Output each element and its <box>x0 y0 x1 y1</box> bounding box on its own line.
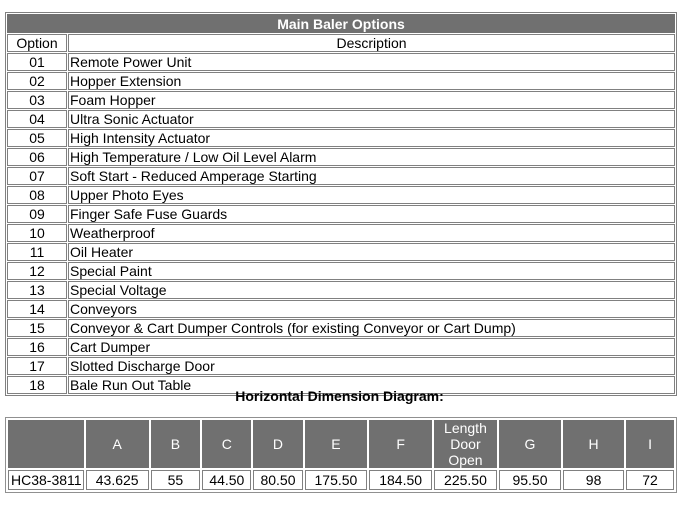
option-number: 17 <box>7 357 67 375</box>
dimension-value: 98 <box>563 470 624 490</box>
option-description: Conveyor & Cart Dumper Controls (for existing Conveyor or Cart Dump) <box>68 319 675 337</box>
option-description: Cart Dumper <box>68 338 675 356</box>
option-row <box>7 262 675 280</box>
dimension-value: 225.50 <box>434 470 497 490</box>
option-number: 08 <box>7 186 67 204</box>
option-row <box>7 91 675 109</box>
main-baler-options <box>5 12 677 396</box>
option-number: 14 <box>7 300 67 318</box>
option-number: 11 <box>7 243 67 261</box>
option-row <box>7 129 675 147</box>
dimensions-table <box>5 417 677 493</box>
option-description: Special Paint <box>68 262 675 280</box>
dimension-value: 175.50 <box>305 470 368 490</box>
dimension-value: 44.50 <box>202 470 251 490</box>
dimension-header: C <box>202 420 251 468</box>
dimension-header: H <box>563 420 624 468</box>
option-description: Special Voltage <box>68 281 675 299</box>
option-description: Conveyors <box>68 300 675 318</box>
dimension-header: Length Door Open <box>434 420 497 468</box>
option-row <box>7 357 675 375</box>
dimension-header: I <box>626 420 674 468</box>
dimension-header: F <box>369 420 432 468</box>
option-number: 13 <box>7 281 67 299</box>
option-number: 06 <box>7 148 67 166</box>
dimension-header: B <box>151 420 201 468</box>
option-number: 07 <box>7 167 67 185</box>
option-description: Bale Run Out Table <box>68 376 675 394</box>
option-description: Ultra Sonic Actuator <box>68 110 675 128</box>
option-number: 09 <box>7 205 67 223</box>
dimension-header: G <box>499 420 561 468</box>
description-column-header: Description <box>68 34 675 52</box>
option-row <box>7 300 675 318</box>
option-row <box>7 148 675 166</box>
option-number: 18 <box>7 376 67 394</box>
option-description: Remote Power Unit <box>68 53 675 71</box>
dimension-value: 80.50 <box>253 470 302 490</box>
option-number: 12 <box>7 262 67 280</box>
option-description: Upper Photo Eyes <box>68 186 675 204</box>
option-column-header: Option <box>7 34 67 52</box>
option-description: High Temperature / Low Oil Level Alarm <box>68 148 675 166</box>
dimension-header: D <box>253 420 302 468</box>
option-description: Soft Start - Reduced Amperage Starting <box>68 167 675 185</box>
option-row <box>7 53 675 71</box>
option-row <box>7 205 675 223</box>
option-row <box>7 186 675 204</box>
dimension-header: A <box>86 420 149 468</box>
option-number: 02 <box>7 72 67 90</box>
option-number: 15 <box>7 319 67 337</box>
options-table-title: Main Baler Options <box>7 14 675 33</box>
option-row <box>7 319 675 337</box>
option-description: Oil Heater <box>68 243 675 261</box>
dimension-value: 95.50 <box>499 470 561 490</box>
dimension-header <box>8 420 84 468</box>
option-description: Finger Safe Fuse Guards <box>68 205 675 223</box>
option-row <box>7 338 675 356</box>
option-number: 10 <box>7 224 67 242</box>
dimension-header: E <box>305 420 368 468</box>
dimension-value: 43.625 <box>86 470 149 490</box>
horizontal-dimensions <box>5 417 677 493</box>
option-description: Hopper Extension <box>68 72 675 90</box>
option-row <box>7 167 675 185</box>
option-description: High Intensity Actuator <box>68 129 675 147</box>
dimension-row <box>8 470 674 490</box>
option-row <box>7 224 675 242</box>
option-row <box>7 110 675 128</box>
option-row <box>7 243 675 261</box>
options-table <box>5 12 677 396</box>
dimension-diagram-title: Horizontal Dimension Diagram: <box>235 388 444 404</box>
option-description: Weatherproof <box>68 224 675 242</box>
option-number: 05 <box>7 129 67 147</box>
option-number: 03 <box>7 91 67 109</box>
model-name: HC38-3811 <box>8 470 84 490</box>
option-row <box>7 281 675 299</box>
option-description: Slotted Discharge Door <box>68 357 675 375</box>
option-row <box>7 72 675 90</box>
option-number: 01 <box>7 53 67 71</box>
dimension-value: 184.50 <box>369 470 432 490</box>
option-number: 04 <box>7 110 67 128</box>
dimension-value: 72 <box>626 470 674 490</box>
option-description: Foam Hopper <box>68 91 675 109</box>
option-number: 16 <box>7 338 67 356</box>
dimension-value: 55 <box>151 470 201 490</box>
